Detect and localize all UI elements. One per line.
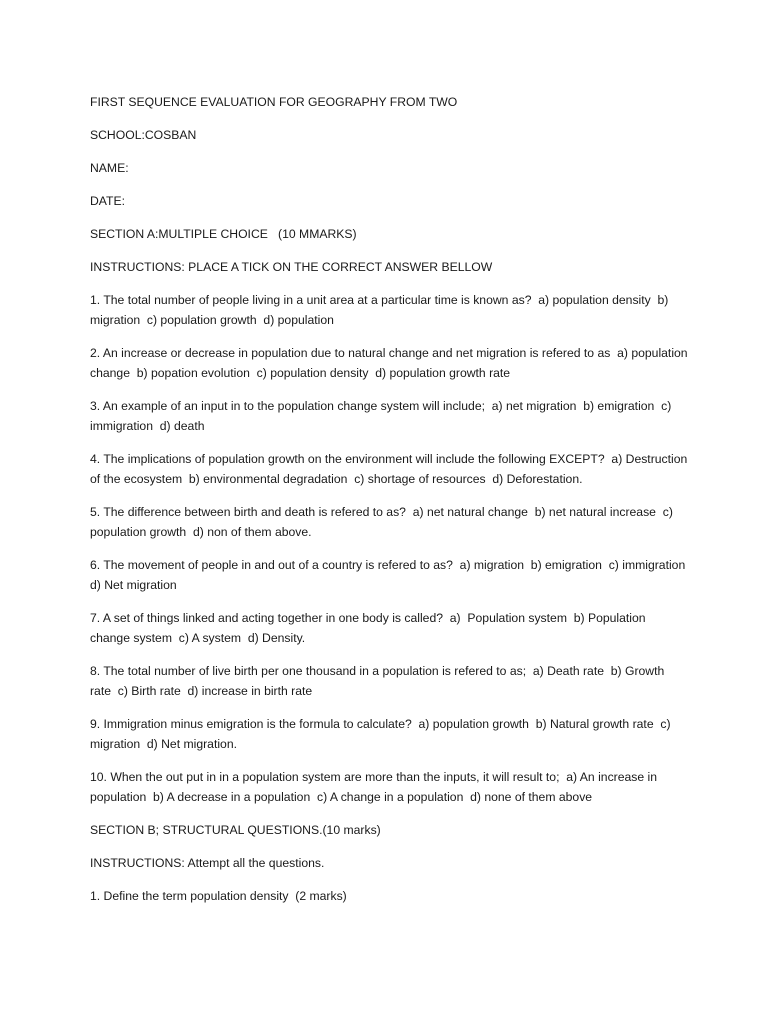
question-a7: 7. A set of things linked and acting together in one body is called? a) Population system b) Population change system c) A system d) Density. <box>90 611 649 645</box>
question-a10: 10. When the out put in in a population system are more than the inputs, it will result to; a) An increase in population b) A decrease in a population c) A change in a population d) none of them above <box>90 770 661 804</box>
question-a3: 3. An example of an input in to the population change system will include; a) net migration b) emigration c) immigration d) death <box>90 399 675 433</box>
question-b1: 1. Define the term population density (2 marks) <box>90 889 347 903</box>
question-a1: 1. The total number of people living in a unit area at a particular time is known as? a) population density b) migration c) population growth d) population <box>90 293 672 327</box>
date-line: DATE: <box>90 194 125 208</box>
document-title: FIRST SEQUENCE EVALUATION FOR GEOGRAPHY FROM TWO <box>90 95 458 109</box>
question-a2: 2. An increase or decrease in population due to natural change and net migration is refered to as a) population change b) popation evolution c) population density d) population growth rate <box>90 346 691 380</box>
name-line: NAME: <box>90 161 129 175</box>
question-a8: 8. The total number of live birth per one thousand in a population is refered to as; a) Death rate b) Growth rate c) Birth rate d) increase in birth rate <box>90 664 668 698</box>
section-a-heading: SECTION A:MULTIPLE CHOICE (10 MMARKS) <box>90 227 357 241</box>
question-a6: 6. The movement of people in and out of a country is refered to as? a) migration b) emigration c) immigration d) Net migration <box>90 558 693 592</box>
section-a-instructions: INSTRUCTIONS: PLACE A TICK ON THE CORRECT ANSWER BELLOW <box>90 260 493 274</box>
section-b-instructions: INSTRUCTIONS: Attempt all the questions. <box>90 856 325 870</box>
question-a5: 5. The difference between birth and death is refered to as? a) net natural change b) net natural increase c) population growth d) non of them above. <box>90 505 677 539</box>
question-a4: 4. The implications of population growth on the environment will include the following EXCEPT? a) Destruction of the ecosystem b) environmental degradation c) shortage of resources d) Deforestation. <box>90 452 691 486</box>
section-b-heading: SECTION B; STRUCTURAL QUESTIONS.(10 marks) <box>90 823 381 837</box>
school-line: SCHOOL:COSBAN <box>90 128 197 142</box>
question-a9: 9. Immigration minus emigration is the formula to calculate? a) population growth b) Natural growth rate c) migration d) Net migration. <box>90 717 674 751</box>
